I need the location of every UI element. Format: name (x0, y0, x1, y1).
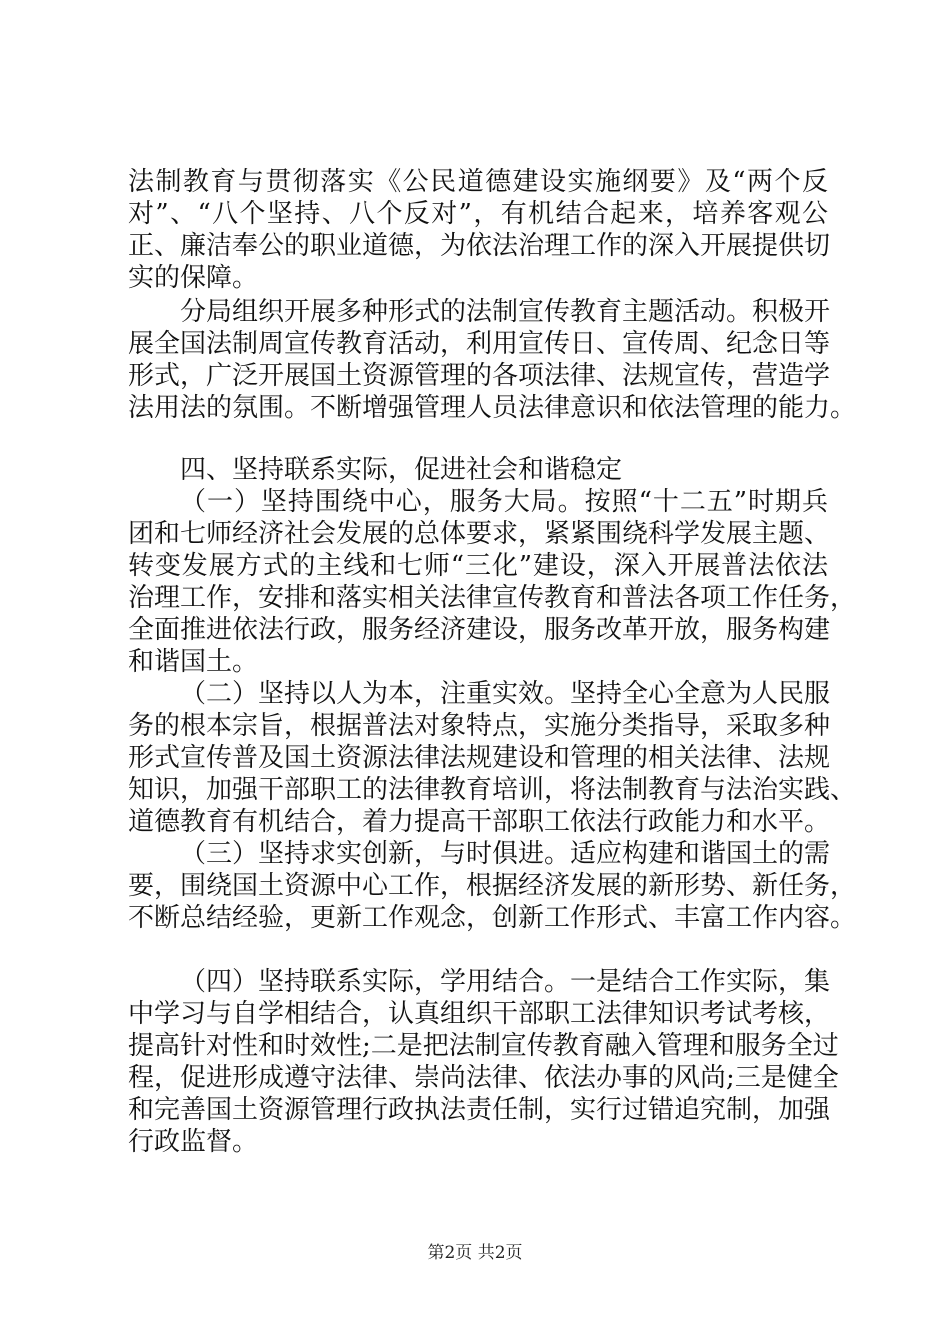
text-line: 正、廉洁奉公的职业道德，为依法治理工作的深入开展提供切 (128, 231, 831, 261)
text-line: 知识，加强干部职工的法律教育培训，将法制教育与法治实践、 (128, 775, 857, 805)
text-line: 团和七师经济社会发展的总体要求，紧紧围绕科学发展主题、 (128, 519, 831, 549)
text-line: （三）坚持求实创新，与时俱进。适应构建和谐国土的需 (180, 839, 831, 869)
text-line: 全面推进依法行政，服务经济建设，服务改革开放，服务构建 (128, 615, 831, 645)
text-line: 行政监督。 (128, 1127, 259, 1157)
text-line: （二）坚持以人为本，注重实效。坚持全心全意为人民服 (180, 679, 831, 709)
text-line: 形式宣传普及国土资源法律法规建设和管理的相关法律、法规 (128, 743, 831, 773)
text-line: 治理工作，安排和落实相关法律宣传教育和普法各项工作任务， (128, 583, 857, 613)
text-line: 务的根本宗旨，根据普法对象特点，实施分类指导，采取多种 (128, 711, 831, 741)
text-line: 形式，广泛开展国土资源管理的各项法律、法规宣传，营造学 (128, 361, 831, 391)
text-line: 道德教育有机结合，着力提高干部职工依法行政能力和水平。 (128, 807, 831, 837)
text-line: 分局组织开展多种形式的法制宣传教育主题活动。积极开 (180, 297, 831, 327)
text-line: 和完善国土资源管理行政执法责任制，实行过错追究制，加强 (128, 1095, 831, 1125)
text-line: （一）坚持围绕中心，服务大局。按照“十二五”时期兵 (180, 487, 828, 517)
text-line: 对”、“八个坚持、八个反对”，有机结合起来，培养客观公 (128, 199, 828, 229)
text-line: 程，促进形成遵守法律、崇尚法律、依法办事的风尚;三是健全 (128, 1063, 839, 1093)
text-line: （四）坚持联系实际，学用结合。一是结合工作实际，集 (180, 967, 831, 997)
text-line: 法制教育与贯彻落实《公民道德建设实施纲要》及“两个反 (128, 167, 828, 197)
text-line: 四、坚持联系实际，促进社会和谐稳定 (180, 455, 623, 485)
text-line: 法用法的氛围。不断增强管理人员法律意识和依法管理的能力。 (128, 393, 857, 423)
text-line: 实的保障。 (128, 263, 259, 293)
text-line: 提高针对性和时效性;二是把法制宣传教育融入管理和服务全过 (128, 1031, 839, 1061)
text-line: 不断总结经验，更新工作观念，创新工作形式、丰富工作内容。 (128, 903, 857, 933)
text-line: 转变发展方式的主线和七师“三化”建设，深入开展普法依法 (128, 551, 828, 581)
page-number-footer: 第2页 共2页 (427, 1243, 523, 1263)
text-line: 和谐国土。 (128, 647, 259, 677)
text-line: 展全国法制周宣传教育活动，利用宣传日、宣传周、纪念日等 (128, 329, 831, 359)
text-line: 中学习与自学相结合，认真组织干部职工法律知识考试考核， (128, 999, 831, 1029)
text-line: 要，围绕国土资源中心工作，根据经济发展的新形势、新任务， (128, 871, 857, 901)
